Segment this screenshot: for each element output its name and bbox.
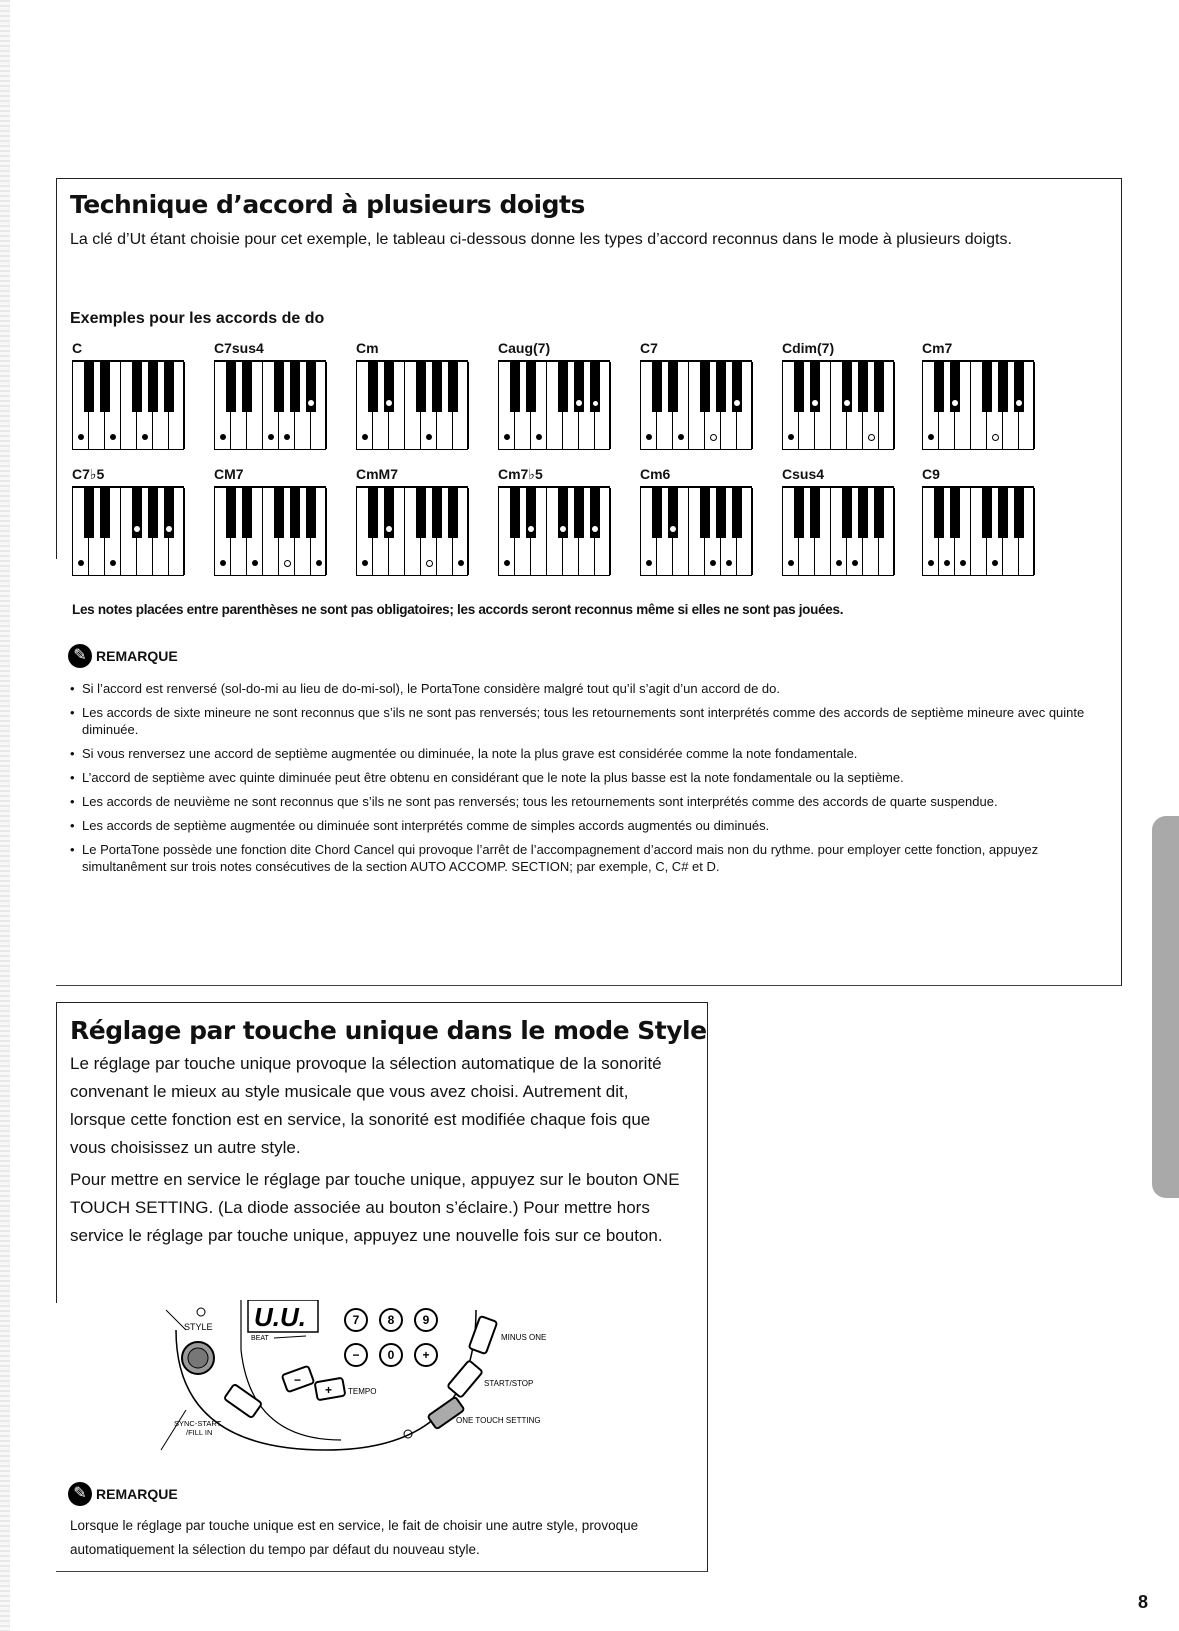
chord-label: C9	[922, 466, 940, 482]
black-key	[810, 488, 820, 538]
black-key	[950, 488, 960, 538]
black-key	[148, 362, 158, 412]
note-marker	[110, 560, 116, 566]
note-marker	[166, 526, 172, 532]
piano-keyboard	[498, 486, 610, 576]
chord-diagram	[640, 466, 754, 576]
section2-paragraph-1: Le réglage par touche unique provoque la sélection automatique de la sonorité convenant le mieux au style musicale que vous avez choisi. Autrement dit, lorsque cette fonction est en service, la sonorité est modifiée chaque fois que vous choisissez un autre style.	[70, 1054, 662, 1157]
note-marker	[646, 434, 652, 440]
black-key	[274, 488, 284, 538]
control-panel-illustration	[156, 1300, 596, 1460]
section1-intro: La clé d’Ut étant choisie pour cet exemple, le tableau ci-dessous donne les types d’accord reconnus dans le mode à plusieurs doigts.	[70, 231, 1012, 248]
black-key	[132, 362, 142, 412]
chord-label: Cm7	[922, 340, 953, 356]
chord-label: Cm6	[640, 466, 671, 482]
key-0-label: 0	[387, 1348, 395, 1362]
remark-title-2: REMARQUE	[96, 1486, 178, 1502]
piano-keyboard	[72, 360, 184, 450]
note-marker	[78, 434, 84, 440]
section2-title: Réglage par touche unique dans le mode Style	[70, 1016, 707, 1045]
note-marker	[134, 526, 140, 532]
piano-keyboard	[782, 360, 894, 450]
black-key	[558, 362, 568, 412]
chord-label: Cm7♭5	[498, 466, 543, 482]
black-key	[368, 362, 378, 412]
note-marker	[952, 400, 958, 406]
black-key	[652, 362, 662, 412]
note-marker	[960, 560, 966, 566]
note-marker	[592, 526, 598, 532]
chord-diagram	[498, 340, 612, 450]
optional-note-marker	[426, 560, 433, 567]
black-key	[84, 362, 94, 412]
black-key	[290, 488, 300, 538]
chord-diagram	[498, 466, 612, 576]
black-key	[432, 488, 442, 538]
black-key	[700, 362, 710, 412]
black-key	[148, 488, 158, 538]
optional-note-marker	[868, 434, 875, 441]
black-key	[874, 488, 884, 538]
piano-keyboard	[640, 360, 752, 450]
start-stop-label: START/STOP	[484, 1379, 534, 1388]
remark-item: • Si vous renversez une accord de septième augmentée ou diminuée, la note la plus grave est considérée comme la note fondamentale.	[70, 745, 1090, 762]
black-key	[226, 362, 236, 412]
chord-label: CM7	[214, 466, 244, 482]
note-marker	[458, 560, 464, 566]
note-marker	[812, 400, 818, 406]
note-marker	[734, 400, 740, 406]
black-key	[858, 362, 868, 412]
black-key	[716, 488, 726, 538]
chord-label: C	[72, 340, 83, 356]
note-marker	[710, 560, 716, 566]
note-marker	[1016, 400, 1022, 406]
black-key	[998, 488, 1008, 538]
optional-note-marker	[284, 560, 291, 567]
black-key	[858, 488, 868, 538]
chord-label: C7♭5	[72, 466, 105, 482]
black-key	[448, 488, 458, 538]
note-marker	[992, 560, 998, 566]
chord-diagram	[356, 340, 470, 450]
black-key	[226, 488, 236, 538]
remark-list	[70, 680, 1090, 882]
style-label: STYLE	[184, 1322, 213, 1332]
section1-title: Technique d’accord à plusieurs doigts	[70, 190, 585, 219]
black-key	[794, 362, 804, 412]
black-key	[242, 488, 252, 538]
tempo-minus-label: −	[294, 1373, 302, 1387]
black-key	[874, 362, 884, 412]
note-marker	[726, 560, 732, 566]
black-key	[998, 362, 1008, 412]
note-marker	[284, 434, 290, 440]
black-key	[700, 488, 710, 538]
remark-item: • Les accords de neuvième ne sont reconnus que s’ils ne sont pas renversés; tous les retournements sont interprétés comme des accords de quarte suspendue.	[70, 793, 1090, 810]
start-stop-button	[447, 1360, 483, 1398]
chord-diagram	[214, 466, 328, 576]
fill-in-label: /FILL IN	[186, 1428, 213, 1437]
black-key	[448, 362, 458, 412]
optional-note-marker	[992, 434, 999, 441]
chord-diagram	[922, 340, 1036, 450]
black-key	[934, 362, 944, 412]
black-key	[934, 488, 944, 538]
tempo-label: TEMPO	[348, 1387, 377, 1396]
black-key	[574, 488, 584, 538]
black-key	[716, 362, 726, 412]
piano-keyboard	[922, 360, 1034, 450]
note-marker	[646, 560, 652, 566]
note-marker	[670, 526, 676, 532]
key-minus-label: −	[352, 1348, 360, 1362]
black-key	[274, 362, 284, 412]
chord-diagram	[640, 340, 754, 450]
note-marker	[928, 434, 934, 440]
piano-keyboard	[214, 486, 326, 576]
chord-diagram	[214, 340, 328, 450]
remark-item: • L’accord de septième avec quinte diminuée peut être obtenu en considérant que le note la plus basse est la note fondamentale ou la septième.	[70, 769, 1090, 786]
piano-keyboard	[72, 486, 184, 576]
note-marker	[78, 560, 84, 566]
section2-remark: Lorsque le réglage par touche unique est en service, le fait de choisir une autre style, provoque automatiquement la sélection du tempo par défaut du nouveau style.	[70, 1518, 639, 1557]
black-key	[432, 362, 442, 412]
black-key	[100, 362, 110, 412]
black-key	[416, 488, 426, 538]
black-key	[290, 362, 300, 412]
remark-item: • Si l’accord est renversé (sol-do-mi au lieu de do-mi-sol), le PortaTone considère malgré tout qu’il s’agit d’un accord de do.	[70, 680, 1090, 697]
page-number: 8	[1138, 1592, 1149, 1612]
piano-keyboard	[640, 486, 752, 576]
note-marker	[576, 400, 582, 406]
black-key	[982, 488, 992, 538]
remark-title: REMARQUE	[96, 648, 178, 664]
piano-keyboard	[922, 486, 1034, 576]
note-marker	[386, 400, 392, 406]
beat-label: BEAT	[251, 1335, 269, 1342]
tempo-plus-label: +	[325, 1383, 333, 1397]
black-key	[732, 488, 742, 538]
chord-diagram	[356, 466, 470, 576]
note-marker	[928, 560, 934, 566]
note-marker	[110, 434, 116, 440]
black-key	[842, 488, 852, 538]
piano-keyboard	[498, 360, 610, 450]
chord-label: Cdim(7)	[782, 340, 835, 356]
note-marker	[426, 434, 432, 440]
black-key	[510, 488, 520, 538]
section1-subtitle: Exemples pour les accords de do	[70, 310, 325, 327]
black-key	[100, 488, 110, 538]
chord-label: C7sus4	[214, 340, 264, 356]
key-9-label: 9	[422, 1313, 430, 1327]
optional-note-marker	[710, 434, 717, 441]
black-key	[668, 362, 678, 412]
section-index-tab	[1152, 816, 1179, 1198]
black-key	[84, 488, 94, 538]
note-marker	[536, 434, 542, 440]
note-marker	[386, 526, 392, 532]
section2-paragraph-2: Pour mettre en service le réglage par touche unique, appuyez sur le bouton ONE TOUCH SETTING. (La diode associée au bouton s’éclaire.) Pour mettre hors service le réglage par touche unique, appuyez une nouvelle fois sur ce bouton.	[70, 1170, 680, 1245]
piano-keyboard	[356, 486, 468, 576]
chord-label: Cm	[356, 340, 379, 356]
black-key	[1014, 488, 1024, 538]
note-marker	[844, 400, 850, 406]
chord-diagram	[782, 466, 896, 576]
note-marker	[788, 560, 794, 566]
key-7-label: 7	[352, 1313, 360, 1327]
chord-diagram	[782, 340, 896, 450]
optional-note-marker	[592, 400, 599, 407]
chord-label: Caug(7)	[498, 340, 551, 356]
note-marker	[362, 434, 368, 440]
black-key	[982, 362, 992, 412]
minus-one-label: MINUS ONE	[501, 1333, 547, 1342]
piano-keyboard	[782, 486, 894, 576]
note-marker	[142, 434, 148, 440]
black-key	[368, 488, 378, 538]
sync-start-button	[224, 1384, 262, 1418]
remark-item: • Le PortaTone possède une fonction dite Chord Cancel qui provoque l’arrêt de l’accompagnement d’accord mais non du rythme. pour employer cette fonction, appuyez simultanêment sur trois notes consécutives de la section AUTO ACCOMP. SECTION; par exemple, C, C# et D.	[70, 841, 1090, 875]
remark-icon: ✎	[68, 644, 92, 668]
chord-label: CmM7	[356, 466, 399, 482]
note-marker	[308, 400, 314, 406]
note-marker	[678, 434, 684, 440]
note-marker	[852, 560, 858, 566]
scan-edge	[0, 0, 10, 1631]
note-marker	[944, 560, 950, 566]
black-key	[794, 488, 804, 538]
sync-start-label: SYNC-START	[174, 1419, 222, 1428]
black-key	[164, 362, 174, 412]
chord-diagram	[72, 340, 186, 450]
black-key	[652, 488, 662, 538]
note-marker	[788, 434, 794, 440]
key-plus-label: +	[422, 1348, 430, 1362]
note-marker	[504, 434, 510, 440]
note-marker	[268, 434, 274, 440]
note-marker	[220, 560, 226, 566]
piano-keyboard	[214, 360, 326, 450]
black-key	[306, 488, 316, 538]
note-marker	[252, 560, 258, 566]
black-key	[510, 362, 520, 412]
parenthesis-note: Les notes placées entre parenthèses ne sont pas obligatoires; les accords seront reconnus même si elles ne sont pas jouées.	[72, 602, 844, 617]
remark-item: • Les accords de sixte mineure ne sont reconnus que s’ils ne sont pas renversés; tous les retournements sont interprétés comme des accords de septième mineure avec quinte diminuée.	[70, 704, 1090, 738]
note-marker	[836, 560, 842, 566]
note-marker	[528, 526, 534, 532]
chord-label: Csus4	[782, 466, 825, 482]
remark-heading-2	[68, 1482, 178, 1506]
chord-diagram	[72, 466, 186, 576]
black-key	[416, 362, 426, 412]
black-key	[526, 362, 536, 412]
chord-diagram	[922, 466, 1036, 576]
chord-label: C7	[640, 340, 658, 356]
remark-item: • Les accords de septième augmentée ou diminuée sont interprétés comme de simples accords augmentés ou diminués.	[70, 817, 1090, 834]
key-8-label: 8	[387, 1313, 395, 1327]
piano-keyboard	[356, 360, 468, 450]
remark-icon: ✎	[68, 1482, 92, 1506]
note-marker	[316, 560, 322, 566]
remark-heading	[68, 644, 178, 668]
one-touch-label: ONE TOUCH SETTING	[456, 1416, 541, 1425]
note-marker	[504, 560, 510, 566]
minus-one-button	[469, 1316, 498, 1354]
black-key	[242, 362, 252, 412]
note-marker	[362, 560, 368, 566]
note-marker	[220, 434, 226, 440]
display-readout: U.U.	[254, 1302, 306, 1332]
note-marker	[560, 526, 566, 532]
